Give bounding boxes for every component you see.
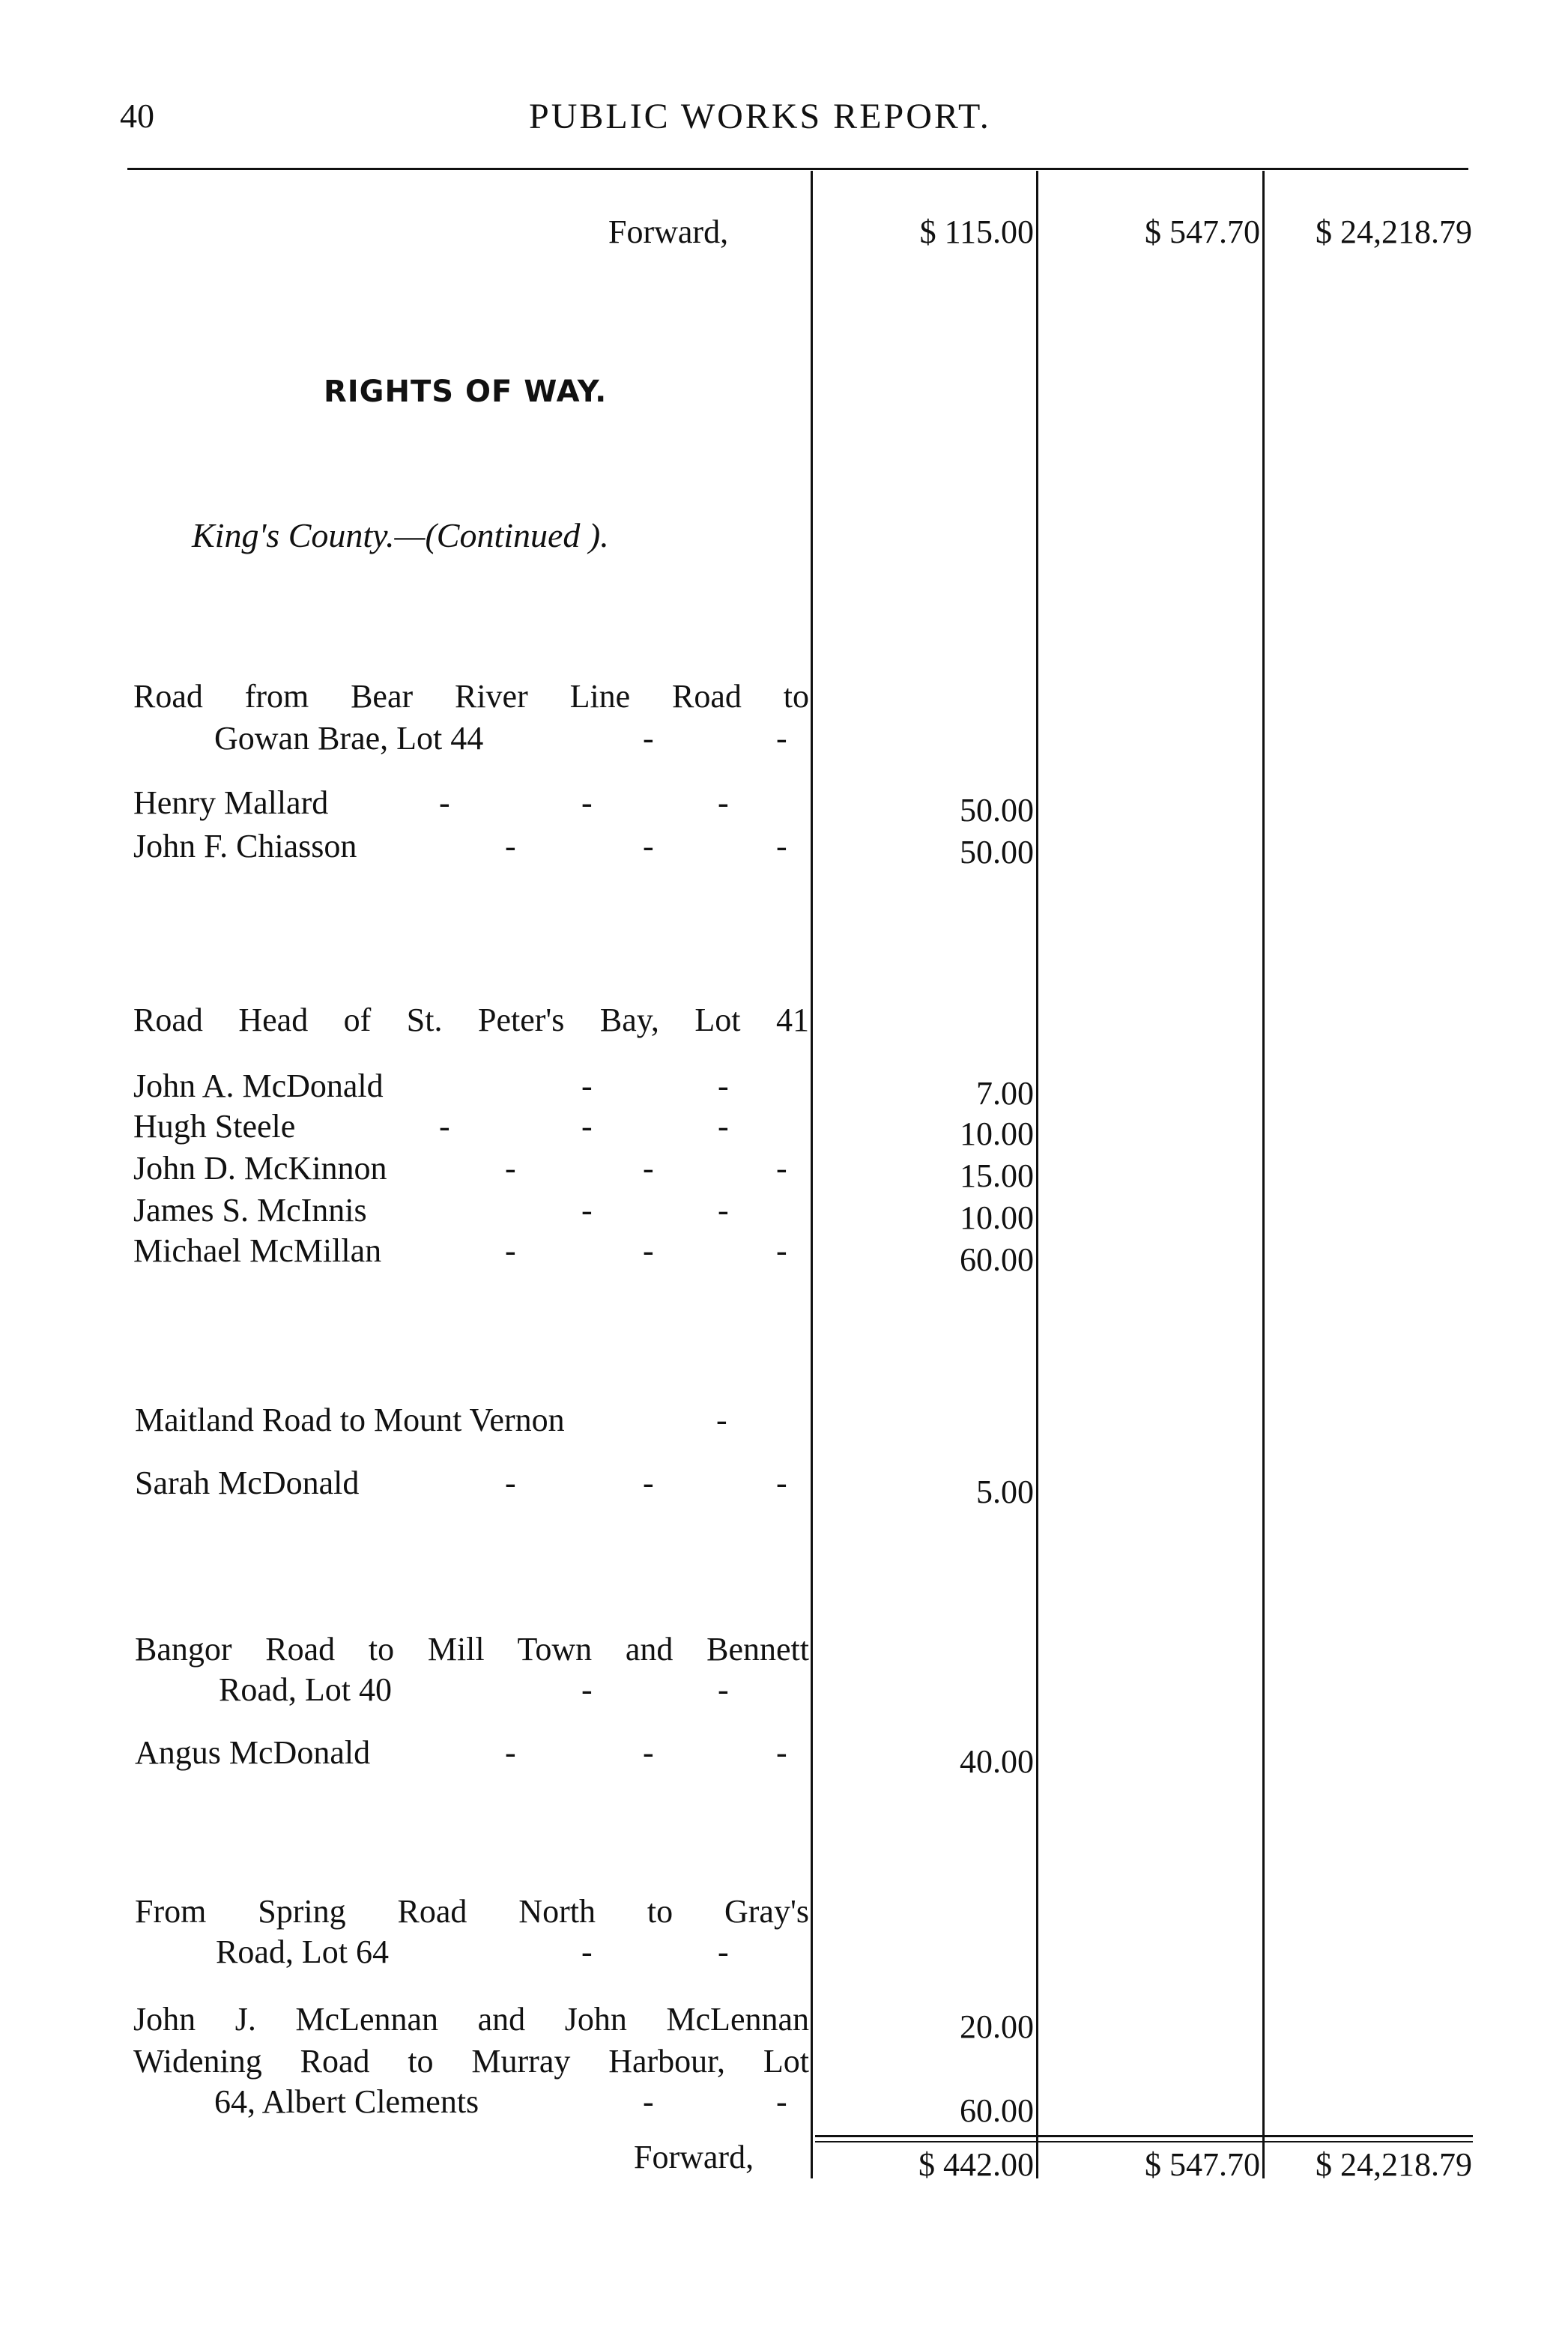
dash: - — [718, 1933, 729, 1970]
forward-bottom-col2: $ 547.70 — [1145, 2146, 1260, 2183]
entry-name-cont: 64, Albert Clements — [214, 2083, 479, 2120]
entry-amount: 15.00 — [960, 1157, 1034, 1194]
dash: - — [505, 1734, 516, 1771]
forward-label-top: Forward, — [608, 213, 729, 250]
entry-amount: 10.00 — [960, 1115, 1034, 1152]
group-title-cont: Road, Lot 64 — [216, 1933, 389, 1970]
dash: - — [581, 1108, 593, 1145]
dash: - — [776, 1232, 787, 1269]
entry-name: John F. Chiasson — [133, 828, 357, 864]
entry-amount: 50.00 — [960, 792, 1034, 829]
page-number: 40 — [120, 97, 154, 135]
group-title: Road from Bear River Line Road to — [133, 678, 809, 715]
forward-top-col3: $ 24,218.79 — [1316, 213, 1472, 250]
column-rule-1 — [811, 171, 813, 2178]
forward-bottom-col1: $ 442.00 — [918, 2146, 1034, 2183]
entry-amount: 60.00 — [960, 2092, 1034, 2129]
entry-name: John D. McKinnon — [133, 1150, 387, 1187]
dash: - — [643, 1465, 654, 1501]
entry-name: Sarah McDonald — [135, 1465, 360, 1501]
dash: - — [643, 1150, 654, 1187]
dash: - — [643, 828, 654, 864]
dash: - — [505, 1232, 516, 1269]
forward-bottom-col3: $ 24,218.79 — [1316, 2146, 1472, 2183]
entry-amount: 40.00 — [960, 1743, 1034, 1780]
dash: - — [718, 1671, 729, 1708]
entry-amount: 10.00 — [960, 1199, 1034, 1236]
header-rule — [127, 168, 1468, 170]
dash: - — [776, 828, 787, 864]
dash: - — [718, 1192, 729, 1229]
entry-name: Henry Mallard — [133, 784, 329, 821]
entry-name: Hugh Steele — [133, 1108, 296, 1145]
group-title-cont: Gowan Brae, Lot 44 — [214, 720, 484, 757]
group-title: Maitland Road to Mount Vernon — [135, 1402, 565, 1438]
entry-amount: 60.00 — [960, 1241, 1034, 1278]
entry-name: John A. McDonald — [133, 1067, 384, 1104]
total-rule — [815, 2135, 1473, 2137]
dash: - — [581, 1671, 593, 1708]
entry-amount: 7.00 — [976, 1075, 1034, 1112]
dash: - — [718, 784, 729, 821]
column-rule-2 — [1036, 171, 1038, 2178]
dash: - — [505, 1150, 516, 1187]
dash: - — [776, 1150, 787, 1187]
dash: - — [581, 784, 593, 821]
dash: - — [776, 720, 787, 757]
dash: - — [643, 1734, 654, 1771]
dash: - — [776, 2083, 787, 2120]
entry-amount: 50.00 — [960, 834, 1034, 870]
entry-name: Angus McDonald — [135, 1734, 371, 1771]
total-rule — [815, 2141, 1473, 2142]
entry-name: John J. McLennan and John McLennan — [133, 2001, 809, 2038]
entry-name: James S. McInnis — [133, 1192, 367, 1229]
dash: - — [643, 2083, 654, 2120]
group-title: Bangor Road to Mill Town and Bennett — [135, 1631, 809, 1668]
entry-amount: 20.00 — [960, 2008, 1034, 2045]
group-title: From Spring Road North to Gray's — [135, 1893, 809, 1930]
forward-top-col1: $ 115.00 — [919, 213, 1034, 250]
county-subheading: King's County.—(Continued ). — [192, 516, 609, 554]
dash: - — [718, 1108, 729, 1145]
dash: - — [581, 1933, 593, 1970]
section-heading: RIGHTS OF WAY. — [324, 375, 608, 409]
group-title-cont: Road, Lot 40 — [219, 1671, 392, 1708]
dash: - — [643, 1232, 654, 1269]
dash: - — [776, 1734, 787, 1771]
group-title: Road Head of St. Peter's Bay, Lot 41 — [133, 1002, 809, 1038]
dash: - — [581, 1192, 593, 1229]
column-rule-3 — [1262, 171, 1265, 2178]
dash: - — [505, 828, 516, 864]
dash: - — [439, 1108, 450, 1145]
forward-top-col2: $ 547.70 — [1145, 213, 1260, 250]
entry-name: Widening Road to Murray Harbour, Lot — [133, 2043, 809, 2080]
dash: - — [643, 720, 654, 757]
page-title: PUBLIC WORKS REPORT. — [529, 97, 991, 136]
entry-amount: 5.00 — [976, 1474, 1034, 1510]
dash: - — [505, 1465, 516, 1501]
dash: - — [716, 1402, 727, 1438]
entry-name: Michael McMillan — [133, 1232, 382, 1269]
dash: - — [439, 784, 450, 821]
dash: - — [581, 1067, 593, 1104]
dash: - — [718, 1067, 729, 1104]
dash: - — [776, 1465, 787, 1501]
forward-label-bottom: Forward, — [634, 2139, 754, 2175]
